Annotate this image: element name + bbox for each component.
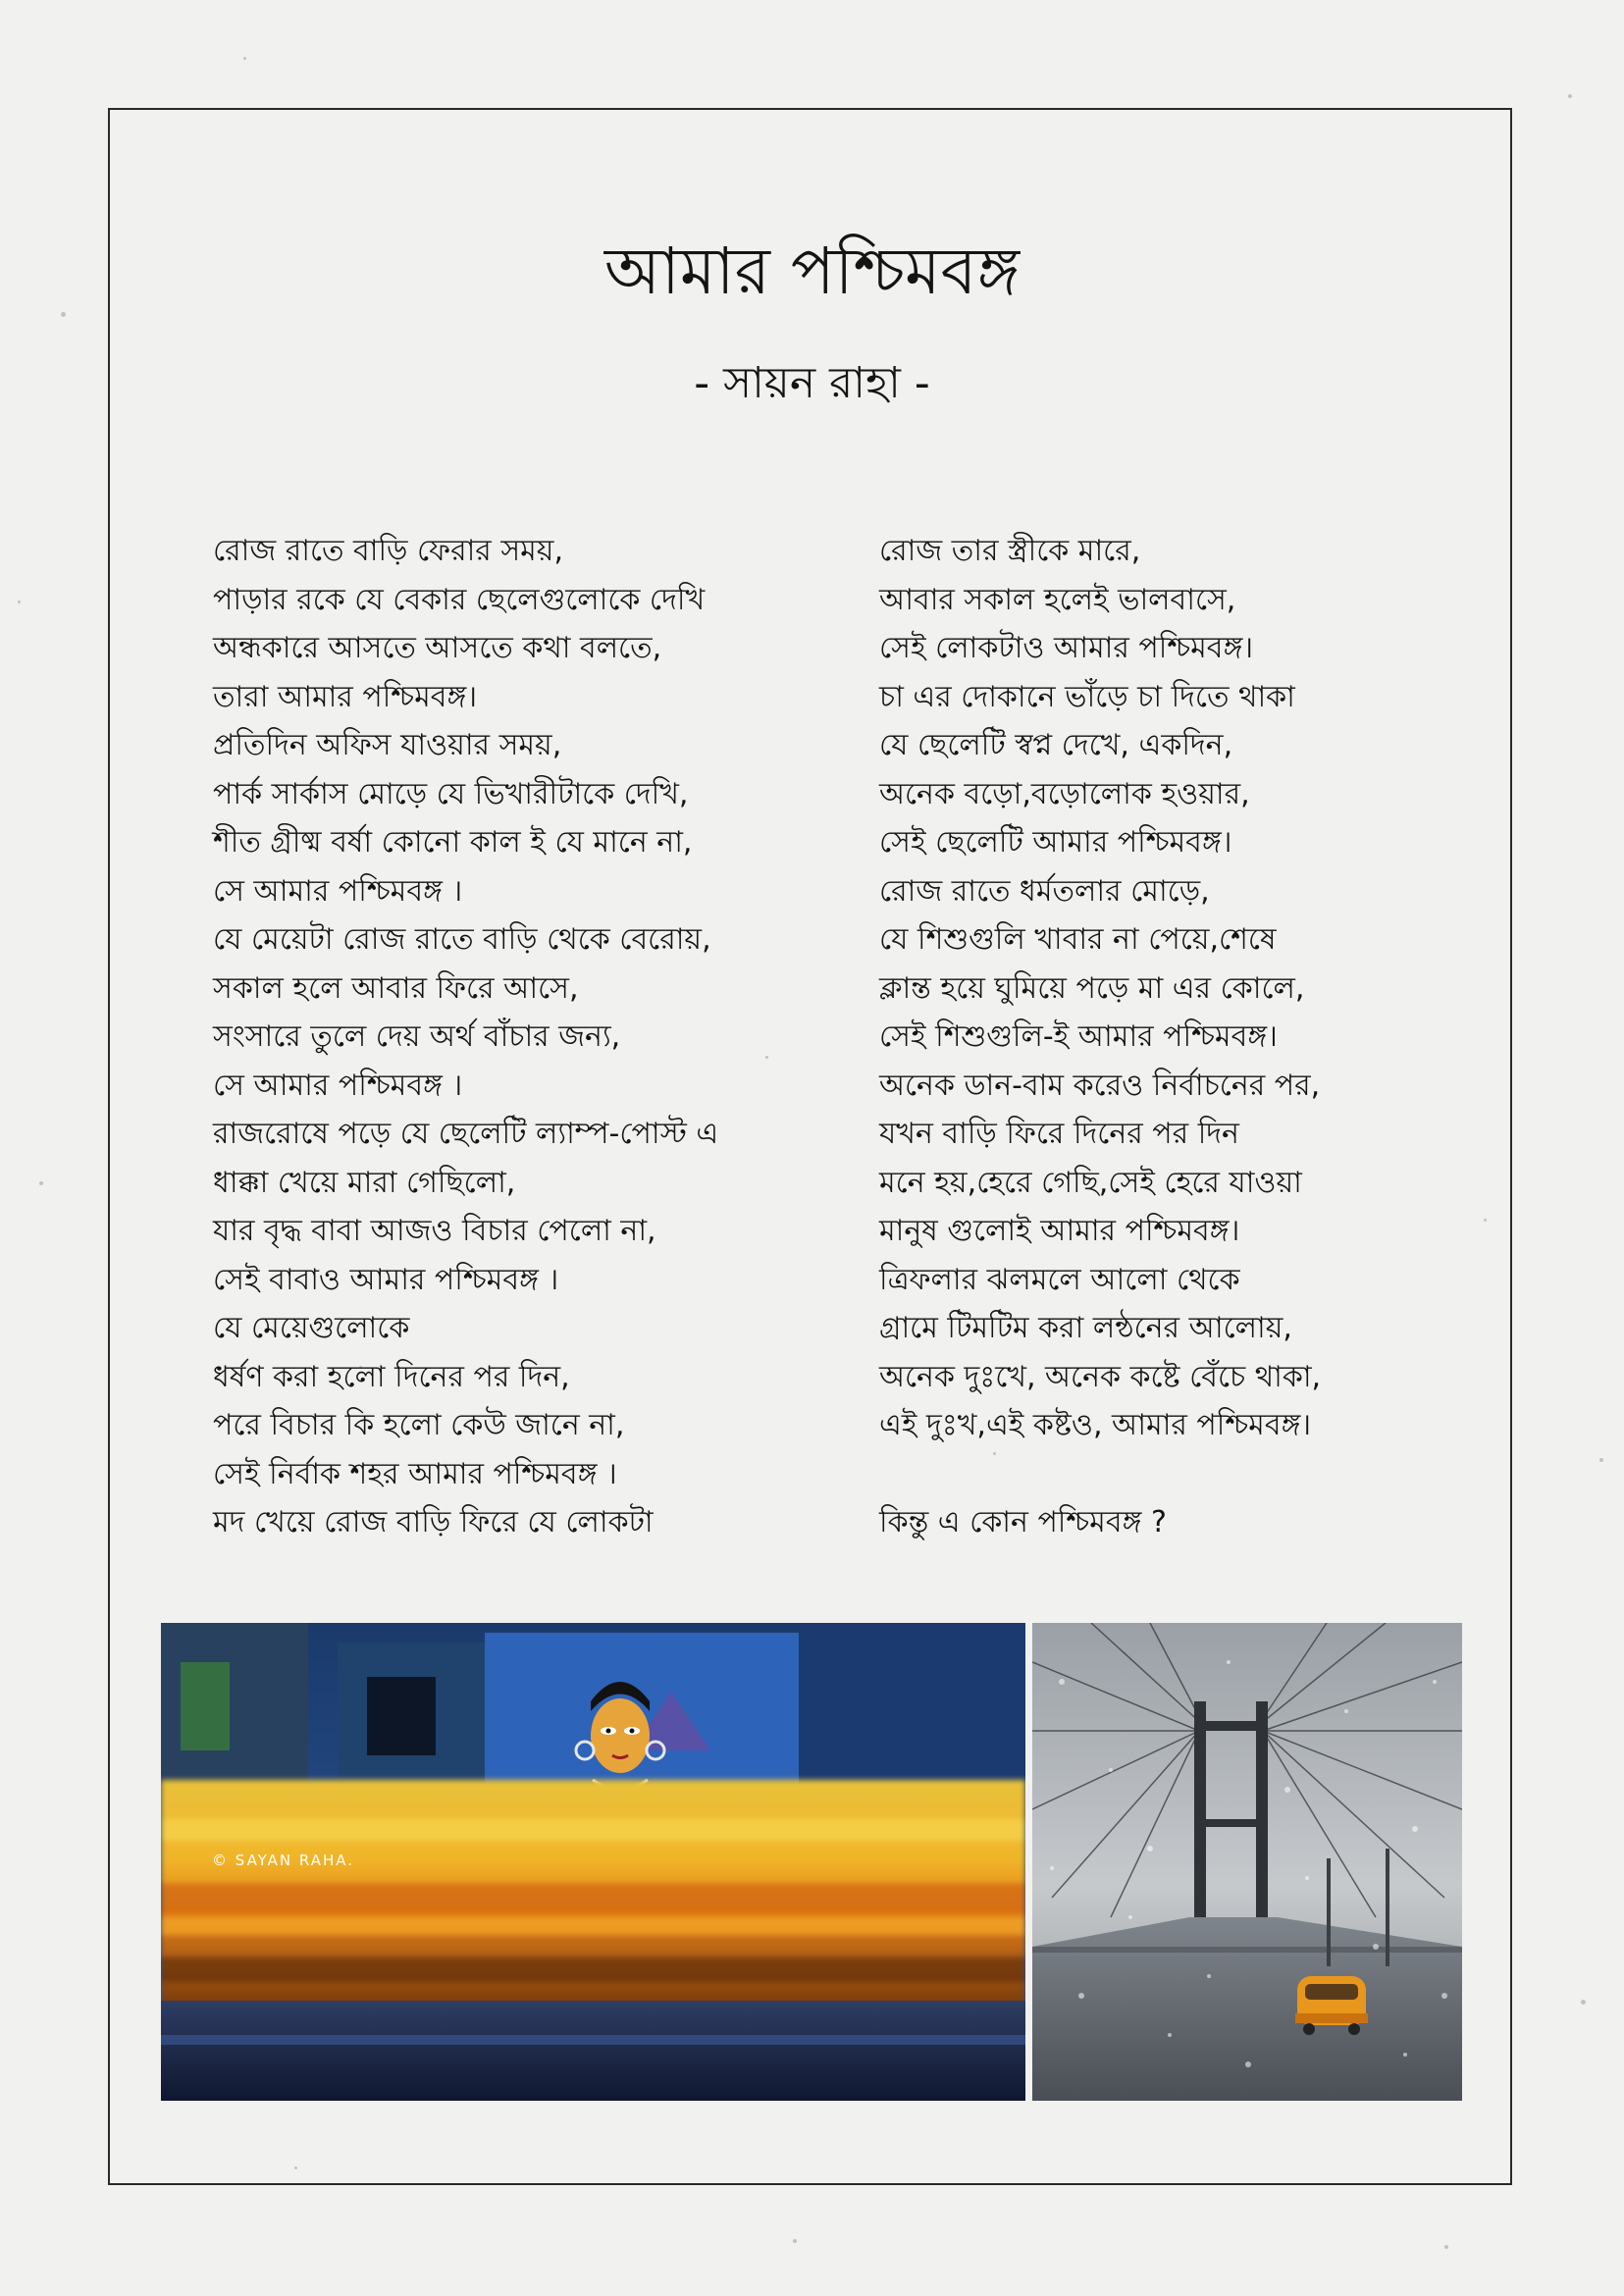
poem-line: ত্রিফলার ঝলমলে আলো থেকে (879, 1262, 1240, 1297)
poem-line: মানুষ গুলোই আমার পশ্চিমবঙ্গ। (879, 1214, 1240, 1248)
poem-line: অনেক ডান-বাম করেও নির্বাচনের পর, (879, 1068, 1321, 1103)
poem-line: সেই ছেলেটি আমার পশ্চিমবঙ্গ। (879, 825, 1232, 860)
poem-line: অন্ধকারে আসতে আসতে কথা বলতে, (213, 631, 662, 665)
poem-line: যে মেয়েটা রোজ রাতে বাড়ি থেকে বেরোয়, (213, 922, 711, 957)
poem-line: রোজ তার স্ত্রীকে মারে, (879, 534, 1141, 568)
poem-left-column (213, 527, 821, 1547)
poem-line: এই দুঃখ,এই কষ্টও, আমার পশ্চিমবঙ্গ। (879, 1408, 1312, 1442)
poem-line: গ্রামে টিমটিম করা লন্ঠনের আলোয়, (879, 1311, 1292, 1345)
poem-right-column (879, 527, 1429, 1547)
poem-line: ক্লান্ত হয়ে ঘুমিয়ে পড়ে মা এর কোলে, (879, 970, 1305, 1006)
poem-line: সেই শিশুগুলি-ই আমার পশ্চিমবঙ্গ। (879, 1019, 1278, 1054)
poem-line: রাজরোষে পড়ে যে ছেলেটি ল্যাম্প-পোস্ট এ (213, 1117, 719, 1151)
poem-line: চা এর দোকানে ভাঁড়ে চা দিতে থাকা (879, 679, 1295, 714)
photo-watermark: © SAYAN RAHA. (212, 1852, 355, 1869)
poem-line: যে ছেলেটি স্বপ্ন দেখে, একদিন, (879, 728, 1233, 762)
poem-line: মদ খেয়ে রোজ বাড়ি ফিরে যে লোকটা (213, 1505, 654, 1539)
poem-line: প্রতিদিন অফিস যাওয়ার সময়, (213, 728, 562, 762)
poem-line: শীত গ্রীষ্ম বর্ষা কোনো কাল ই যে মানে না, (213, 825, 693, 860)
poem-closing-line: কিন্তু এ কোন পশ্চিমবঙ্গ ? (879, 1505, 1167, 1539)
poem-line: সকাল হলে আবার ফিরে আসে, (213, 970, 579, 1006)
poem-line: সেই লোকটাও আমার পশ্চিমবঙ্গ। (879, 631, 1254, 665)
poem-line: সেই বাবাও আমার পশ্চিমবঙ্গ । (213, 1262, 559, 1297)
poem-line: সে আমার পশ্চিমবঙ্গ । (213, 873, 463, 909)
poem-line: ধাক্কা খেয়ে মারা গেছিলো, (213, 1165, 516, 1200)
poem-line: ধর্ষণ করা হলো দিনের পর দিন, (213, 1359, 570, 1394)
poem-line: পাড়ার রকে যে বেকার ছেলেগুলোকে দেখি (213, 582, 706, 617)
poem-line: যে শিশুগুলি খাবার না পেয়ে,শেষে (879, 922, 1277, 957)
poem-title: আমার পশ্চিমবঙ্গ (603, 234, 1021, 309)
taxi-durga-photo (161, 1623, 1025, 2101)
poem-line: রোজ রাতে ধর্মতলার মোড়ে, (879, 873, 1210, 909)
poem-line: যার বৃদ্ধ বাবা আজও বিচার পেলো না, (213, 1214, 656, 1248)
poem-line: সেই নির্বাক শহর আমার পশ্চিমবঙ্গ । (213, 1456, 617, 1491)
poem-line: অনেক দুঃখে, অনেক কষ্টে বেঁচে থাকা, (879, 1359, 1322, 1394)
poem-line: রোজ রাতে বাড়ি ফেরার সময়, (213, 534, 564, 568)
rainy-bridge-photo (1032, 1623, 1462, 2101)
poem-line: মনে হয়,হেরে গেছি,সেই হেরে যাওয়া (879, 1165, 1302, 1200)
poem-line: সংসারে তুলে দেয় অর্থ বাঁচার জন্য, (213, 1019, 621, 1054)
poem-line: অনেক বড়ো,বড়োলোক হওয়ার, (879, 776, 1250, 811)
poem-line: তারা আমার পশ্চিমবঙ্গ। (213, 679, 478, 714)
poem-line: সে আমার পশ্চিমবঙ্গ । (213, 1068, 463, 1103)
poem-line: পরে বিচার কি হলো কেউ জানে না, (213, 1408, 625, 1442)
poem-line: যে মেয়েগুলোকে (213, 1311, 410, 1345)
stanza-gap (879, 1450, 1429, 1499)
poem-line: পার্ক সার্কাস মোড়ে যে ভিখারীটাকে দেখি, (213, 776, 689, 811)
poem-line: যখন বাড়ি ফিরে দিনের পর দিন (879, 1117, 1239, 1151)
poem-line: আবার সকাল হলেই ভালবাসে, (879, 582, 1236, 617)
poem-author: - সায়ন রাহা - (694, 358, 930, 408)
